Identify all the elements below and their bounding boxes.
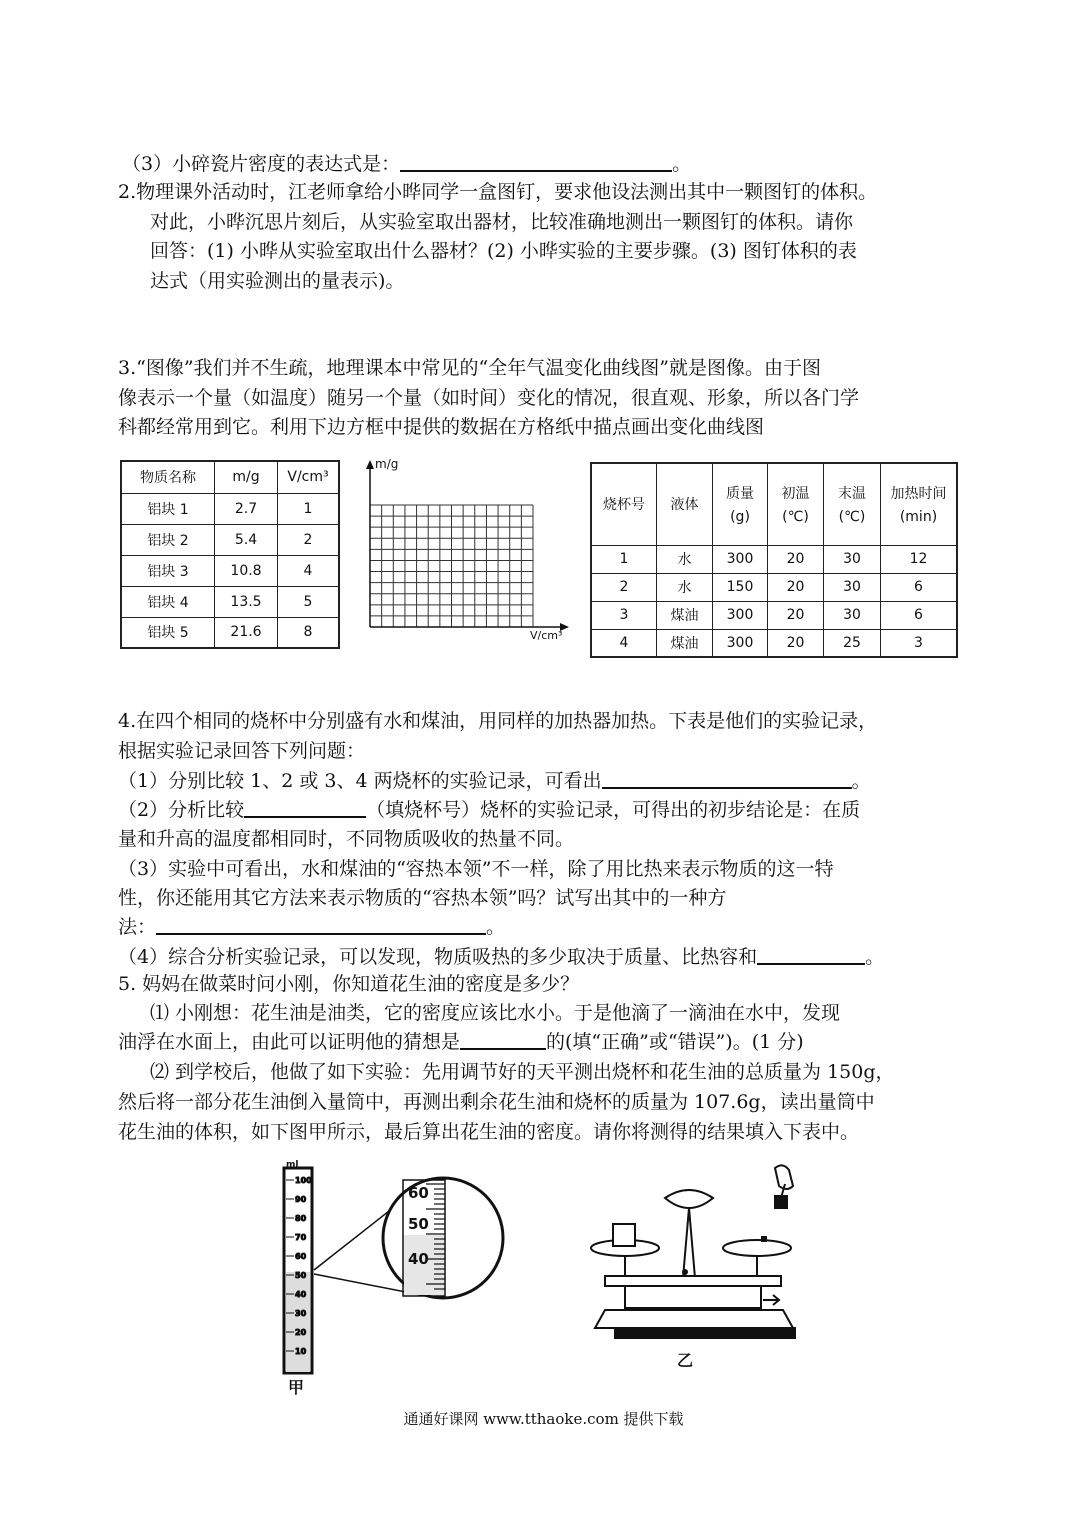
table-cell: 20	[768, 545, 824, 573]
table-cell: 30	[824, 601, 881, 629]
graph-grid-svg	[355, 455, 570, 645]
table-cell: 13.5	[215, 586, 278, 617]
table-cell: 5	[278, 586, 340, 617]
q3-line-1: 3.“图像”我们并不生疏，地理课本中常见的“全年气温变化曲线图”就是图像。由于图	[118, 357, 821, 379]
table-cell: 30	[824, 573, 881, 601]
aluminum-data-table	[120, 460, 340, 649]
graph-paper[interactable]	[355, 455, 570, 645]
q1-3-prefix: （3）小碎瓷片密度的表达式是：	[122, 153, 401, 175]
graduated-cylinder-figure	[278, 1160, 508, 1395]
table-cell: 3	[881, 629, 958, 657]
cylinder-tick-label: 20	[295, 1328, 307, 1337]
table-cell: 20	[768, 573, 824, 601]
y-axis-arrow-icon	[366, 460, 374, 469]
table-cell: 6	[881, 601, 958, 629]
table-row	[121, 617, 339, 648]
q4-line-9: （4）综合分析实验记录，可以发现，物质吸热的多少取决于质量、比热容和 。	[118, 946, 885, 968]
table-cell: 煤油	[657, 601, 713, 629]
table-cell: 300	[713, 601, 768, 629]
cylinder-tick-label: 60	[295, 1252, 307, 1261]
q2-line-4: 达式（用实验测出的量表示)。	[150, 270, 405, 292]
table-row	[591, 629, 957, 657]
table-cell: 20	[768, 629, 824, 657]
q5-line-4: ⑵ 到学校后，他做了如下实验：先用调节好的天平测出烧杯和花生油的总质量为 150g，	[150, 1061, 895, 1083]
table-row	[121, 493, 339, 524]
q5-line-5: 然后将一部分花生油倒入量筒中，再测出剩余花生油和烧杯的质量为 107.6g，读出量筒中	[118, 1091, 875, 1113]
q5-line-6: 花生油的体积，如下图甲所示，最后算出花生油的密度。请你将测得的结果填入下表中。	[118, 1121, 860, 1143]
q2-line-2: 对此，小晔沉思片刻后，从实验室取出器材，比较准确地测出一颗图钉的体积。请你	[150, 211, 854, 233]
table-cell: 30	[824, 545, 881, 573]
table-header: 物质名称	[121, 461, 215, 493]
q5-1-answer-blank[interactable]	[460, 1030, 546, 1050]
cylinder-tick-label: 70	[295, 1233, 307, 1242]
table-cell: 10.8	[215, 555, 278, 586]
q4-line-4: （2）分析比较 （填烧杯号）烧杯的实验记录，可得出的初步结论是：在质	[118, 799, 861, 821]
table-cell: 21.6	[215, 617, 278, 648]
page-footer: 通通好课网 www.tthaoke.com 提供下载	[403, 1410, 684, 1428]
table-header: 烧杯号	[591, 463, 657, 545]
table-cell: 铝块 1	[121, 493, 215, 524]
table-cell: 铝块 2	[121, 524, 215, 555]
table-cell: 煤油	[657, 629, 713, 657]
table-header: m/g	[215, 461, 278, 493]
zoom-tick-label: 50	[408, 1215, 429, 1233]
q3-line-2: 像表示一个量（如温度）随另一个量（如时间）变化的情况，很直观、形象，所以各门学	[118, 387, 860, 409]
table-header: 质量 (g)	[713, 463, 768, 545]
table-cell: 2	[591, 573, 657, 601]
table-cell: 铝块 5	[121, 617, 215, 648]
table-cell: 1	[278, 493, 340, 524]
cylinder-tick-label: 90	[295, 1195, 307, 1204]
q2-line-1: 2.物理课外活动时，江老师拿给小晔同学一盒图钉，要求他设法测出其中一颗图钉的体积。	[118, 181, 878, 203]
table-cell: 5.4	[215, 524, 278, 555]
q4-line-2: 根据实验记录回答下列问题：	[118, 740, 366, 762]
figure-b-label: 乙	[677, 1351, 694, 1370]
table-cell: 3	[591, 601, 657, 629]
q5-line-1: 5. 妈妈在做菜时问小刚，你知道花生油的密度是多少？	[118, 973, 580, 995]
table-row	[591, 601, 957, 629]
table-cell: 1	[591, 545, 657, 573]
table-cell: 水	[657, 545, 713, 573]
table-header: V/cm³	[278, 461, 340, 493]
graph-x-label: V/cm³	[530, 629, 563, 642]
table-cell: 25	[824, 629, 881, 657]
table-header: 初温 (℃)	[768, 463, 824, 545]
q4-3-answer-blank[interactable]	[156, 915, 486, 935]
q4-line-3: （1）分别比较 1、2 或 3、4 两烧杯的实验记录，可看出 。	[118, 770, 871, 792]
table-header: 末温 (℃)	[824, 463, 881, 545]
graduated-cylinder-drawing	[278, 1160, 508, 1395]
table-cell: 150	[713, 573, 768, 601]
q4-line-6: （3）实验中可看出，水和煤油的“容热本领”不一样，除了用比热来表示物质的这一特	[118, 858, 834, 880]
cylinder-tick-label: 40	[295, 1290, 307, 1299]
cylinder-tick-label: 10	[295, 1347, 307, 1356]
q2-line-3: 回答：(1) 小晔从实验室取出什么器材？(2) 小晔实验的主要步骤。(3) 图钉体积的表	[150, 240, 857, 262]
table-cell: 8	[278, 617, 340, 648]
figure-a-label: 甲	[288, 1378, 305, 1397]
table-row	[121, 524, 339, 555]
table-cell: 4	[591, 629, 657, 657]
q4-4-answer-blank[interactable]	[757, 945, 865, 965]
table-cell: 300	[713, 545, 768, 573]
q4-1-answer-blank[interactable]	[602, 769, 852, 789]
table-row	[121, 586, 339, 617]
cylinder-tick-label: 80	[295, 1214, 307, 1223]
cylinder-tick-label: 100	[295, 1176, 312, 1185]
table-row	[591, 573, 957, 601]
q1-3-suffix: 。	[672, 153, 692, 175]
table-cell: 2.7	[215, 493, 278, 524]
table-cell: 6	[881, 573, 958, 601]
q3-line-3: 科都经常用到它。利用下边方框中提供的数据在方格纸中描点画出变化曲线图	[118, 416, 765, 438]
table-cell: 水	[657, 573, 713, 601]
q4-line-7: 性，你还能用其它方法来表示物质的“容热本领”吗？试写出其中的一种方	[118, 887, 727, 909]
table-cell: 20	[768, 601, 824, 629]
cylinder-tick-label: 50	[295, 1271, 307, 1280]
zoom-tick-label: 60	[408, 1184, 429, 1202]
graph-y-label: m/g	[375, 457, 399, 471]
heating-experiment-table	[590, 462, 958, 658]
q4-2-answer-blank[interactable]	[244, 798, 366, 818]
q5-line-3: 油浮在水面上，由此可以证明他的猜想是 的(填“正确”或“错误”)。(1 分)	[118, 1031, 804, 1053]
q4-line-5: 量和升高的温度都相同时，不同物质吸收的热量不同。	[118, 828, 575, 850]
q4-line-1: 4.在四个相同的烧杯中分别盛有水和煤油，用同样的加热器加热。下表是他们的实验记录，	[118, 710, 878, 732]
table-header: 液体	[657, 463, 713, 545]
cylinder-unit-label: ml	[286, 1160, 299, 1170]
table-row	[591, 545, 957, 573]
table-cell: 4	[278, 555, 340, 586]
table-header: 加热时间 (min)	[881, 463, 958, 545]
table-cell: 2	[278, 524, 340, 555]
table-cell: 12	[881, 545, 958, 573]
table-row	[121, 555, 339, 586]
balance-scale-drawing	[585, 1160, 825, 1360]
table-cell: 铝块 3	[121, 555, 215, 586]
q1-3-answer-blank[interactable]	[400, 152, 672, 172]
balance-scale-figure	[585, 1160, 825, 1385]
q5-line-2: ⑴ 小刚想：花生油是油类，它的密度应该比水小。于是他滴了一滴油在水中，发现	[150, 1002, 841, 1024]
q1-3-line	[122, 150, 691, 178]
zoom-tick-label: 40	[408, 1250, 429, 1268]
table-cell: 300	[713, 629, 768, 657]
q4-line-8: 法： 。	[118, 916, 506, 938]
table-cell: 铝块 4	[121, 586, 215, 617]
cylinder-tick-label: 30	[295, 1309, 307, 1318]
